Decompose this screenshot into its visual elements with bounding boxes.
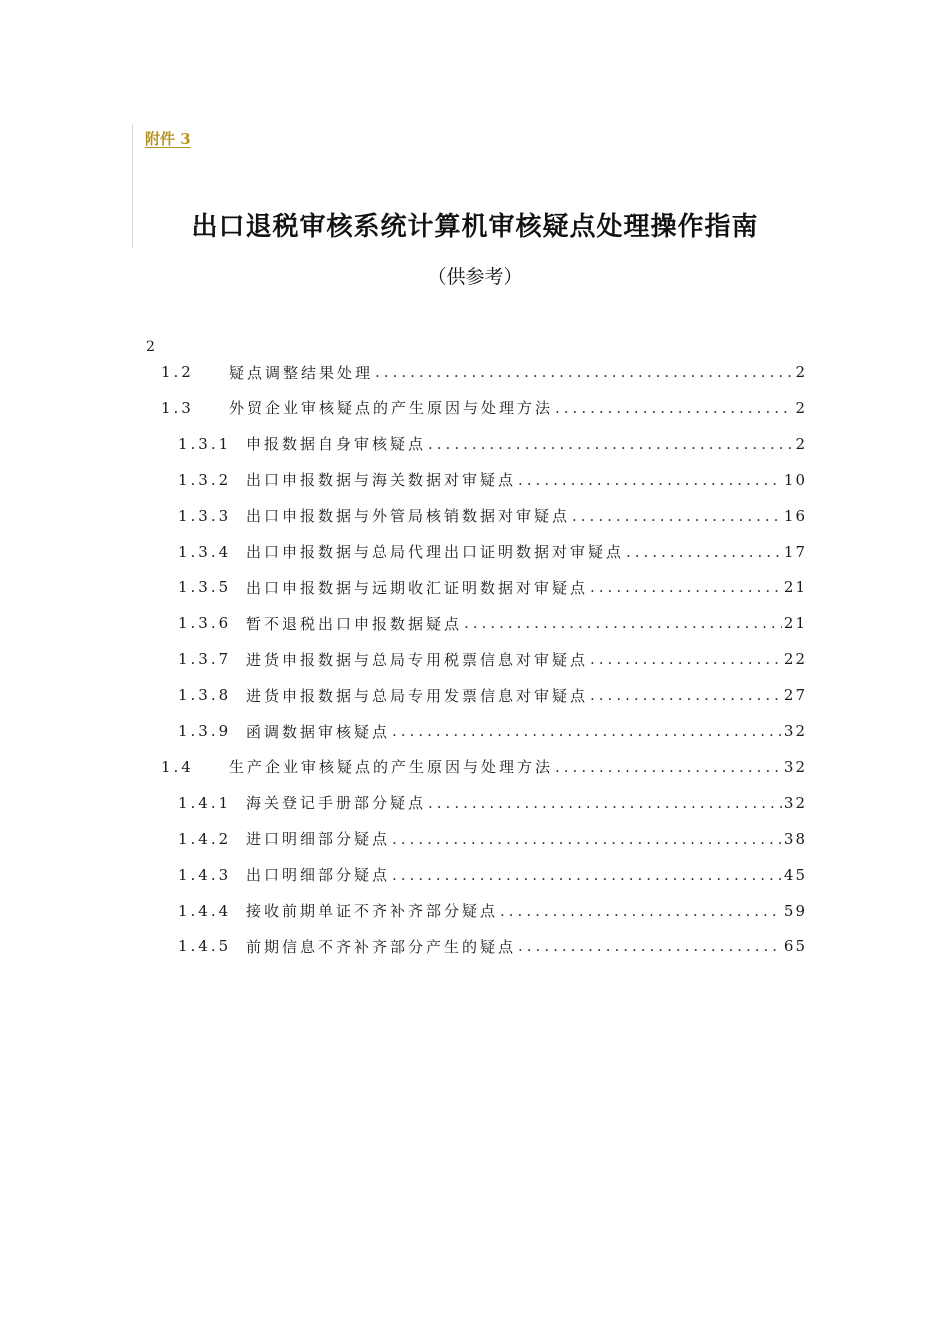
toc-dot-leader (518, 471, 782, 489)
toc-dot-leader (392, 722, 782, 740)
toc-entry-title: 外贸企业审核疑点的产生原因与处理方法 (229, 399, 554, 418)
toc-entry-number: 1.4.1 (178, 793, 232, 812)
toc-entry-title: 进口明细部分疑点 (246, 830, 391, 849)
toc-entry-page: 65 (783, 937, 807, 956)
toc-entry-title: 函调数据审核疑点 (246, 722, 391, 741)
toc-entry-number: 1.3.4 (178, 542, 232, 561)
toc-dot-leader (572, 507, 782, 525)
toc-entry-title: 出口申报数据与远期收汇证明数据对审疑点 (246, 578, 589, 597)
toc-entry-page: 2 (795, 363, 807, 381)
document-title: 出口退税审核系统计算机审核疑点处理操作指南 (191, 212, 759, 242)
toc-entry[interactable] (178, 716, 807, 746)
toc-entry-title: 生产企业审核疑点的产生原因与处理方法 (229, 758, 554, 777)
toc-entry-number: 1.2 (161, 363, 194, 381)
toc-entry-number: 1.4.4 (178, 901, 232, 920)
toc-entry-page: 27 (783, 686, 807, 705)
toc-entry-title: 进货申报数据与总局专用发票信息对审疑点 (246, 686, 589, 705)
toc-entry-number: 1.3.3 (178, 506, 232, 525)
toc-entry-page: 45 (783, 865, 807, 884)
toc-entry-number: 1.3.9 (178, 722, 232, 740)
toc-entry[interactable] (178, 788, 807, 818)
toc-entry[interactable] (178, 537, 807, 567)
toc-entry[interactable] (178, 608, 807, 638)
toc-entry-page: 32 (783, 757, 807, 776)
toc-entry-page: 21 (783, 614, 807, 633)
toc-dot-leader (428, 435, 793, 453)
toc-dot-leader (392, 866, 782, 884)
toc-dot-leader (590, 686, 782, 704)
toc-dot-leader (500, 902, 782, 920)
toc-entry-number: 1.3.6 (178, 614, 232, 633)
toc-entry-title: 海关登记手册部分疑点 (246, 794, 427, 813)
toc-entry-title: 申报数据自身审核疑点 (246, 435, 427, 454)
page-number-marker: 2 (146, 339, 155, 355)
toc-entry[interactable] (178, 680, 807, 710)
toc-entry-number: 1.3.8 (178, 686, 232, 705)
toc-entry-title: 接收前期单证不齐补齐部分疑点 (246, 902, 499, 920)
toc-entry[interactable] (161, 752, 807, 782)
toc-entry[interactable] (178, 644, 807, 674)
toc-entry-title: 出口申报数据与总局代理出口证明数据对审疑点 (246, 543, 625, 561)
toc-entry-title: 出口申报数据与海关数据对审疑点 (246, 471, 517, 490)
document-subtitle: （供参考） (427, 266, 523, 288)
toc-dot-leader (626, 543, 782, 561)
toc-entry-page: 32 (783, 722, 807, 740)
toc-entry-title: 暂不退税出口申报数据疑点 (246, 614, 463, 633)
toc-entry-page: 38 (783, 829, 807, 848)
toc-entry-number: 1.3.1 (178, 434, 232, 453)
toc-entry-title: 出口明细部分疑点 (246, 866, 391, 885)
toc-dot-leader (555, 758, 782, 776)
toc-entry-number: 1.4.3 (178, 865, 232, 884)
toc-entry-title: 进货申报数据与总局专用税票信息对审疑点 (246, 650, 589, 669)
toc-entry-page: 59 (783, 901, 807, 920)
toc-dot-leader (375, 363, 793, 381)
toc-entry[interactable] (178, 824, 807, 854)
toc-entry-number: 1.4 (161, 757, 194, 776)
toc-entry-title: 疑点调整结果处理 (229, 363, 374, 382)
toc-entry[interactable] (178, 429, 807, 459)
toc-dot-leader (428, 794, 782, 812)
toc-entry-page: 10 (783, 470, 807, 489)
toc-dot-leader (464, 614, 782, 632)
toc-entry[interactable] (161, 393, 807, 423)
toc-entry-number: 1.3.7 (178, 650, 232, 669)
toc-entry-page: 17 (783, 542, 807, 561)
toc-entry-title: 前期信息不齐补齐部分产生的疑点 (246, 937, 517, 956)
toc-dot-leader (555, 399, 793, 417)
toc-entry-page: 2 (795, 434, 807, 453)
toc-entry[interactable] (178, 860, 807, 890)
toc-dot-leader (518, 937, 782, 955)
toc-dot-leader (392, 830, 782, 848)
toc-entry-number: 1.4.5 (178, 937, 232, 956)
toc-entry-page: 2 (795, 398, 807, 417)
toc-entry[interactable] (178, 465, 807, 495)
toc-dot-leader (590, 650, 782, 668)
toc-entry-page: 32 (783, 793, 807, 812)
toc-entry-number: 1.4.2 (178, 829, 232, 848)
toc-entry-page: 22 (783, 650, 807, 669)
toc-entry-number: 1.3 (161, 398, 194, 417)
toc-entry-number: 1.3.5 (178, 578, 232, 597)
toc-entry-page: 16 (783, 506, 807, 525)
toc-entry[interactable] (178, 501, 807, 531)
toc-entry[interactable] (178, 931, 807, 961)
toc-entry-title: 出口申报数据与外管局核销数据对审疑点 (246, 507, 571, 526)
toc-dot-leader (590, 578, 782, 596)
toc-entry[interactable] (178, 896, 807, 926)
toc-entry[interactable] (178, 572, 807, 602)
toc-entry[interactable] (161, 357, 807, 387)
toc-entry-number: 1.3.2 (178, 470, 232, 489)
attachment-label[interactable]: 附件 3 (145, 130, 191, 148)
toc-entry-page: 21 (783, 578, 807, 597)
